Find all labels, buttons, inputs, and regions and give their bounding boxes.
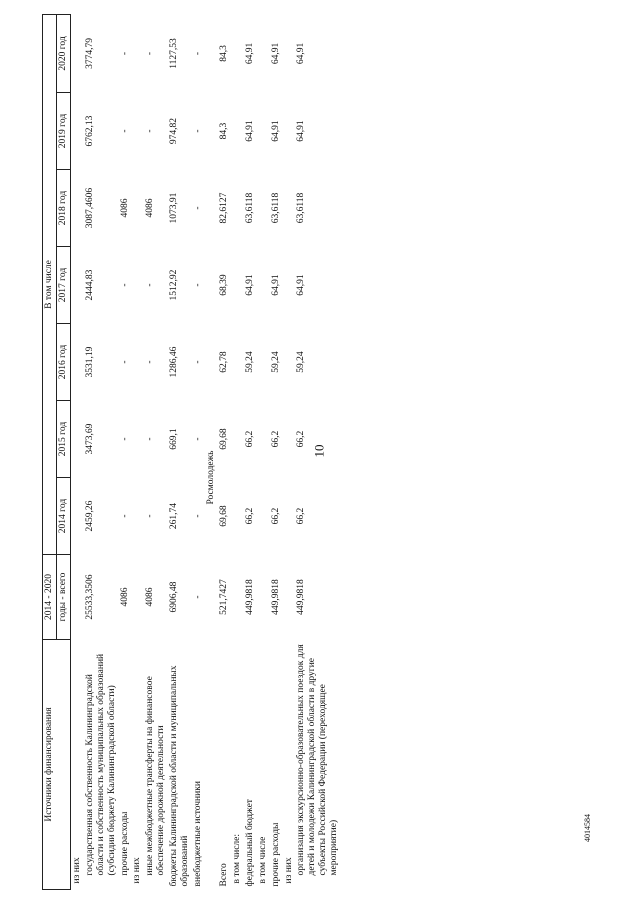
table-row <box>84 14 119 889</box>
table-row <box>144 14 168 889</box>
header-year: 2016 год <box>56 324 70 401</box>
row-label: прочие расходы <box>270 822 281 887</box>
cell-value: 64,91 <box>270 120 281 142</box>
cell-value <box>231 247 244 324</box>
section-header <box>205 14 218 889</box>
table-row <box>257 14 270 889</box>
cell-value <box>283 93 296 170</box>
cell-value <box>131 401 144 478</box>
cell-value: 66,2 <box>244 507 255 525</box>
cell-value <box>131 555 144 640</box>
cell-value <box>231 14 244 92</box>
cell-value <box>131 324 144 401</box>
cell-value <box>131 14 144 92</box>
cell-value <box>70 401 83 478</box>
row-label: внебюджетные источники <box>193 781 204 887</box>
cell-value <box>283 555 296 640</box>
table-row <box>231 14 244 889</box>
header-year: 2020 год <box>56 14 70 92</box>
cell-value: 84,3 <box>218 122 229 140</box>
cell-value: - <box>119 437 130 441</box>
table-body-lower <box>218 14 341 889</box>
cell-value: 68,39 <box>218 274 229 296</box>
cell-value: 66,2 <box>244 430 255 448</box>
cell-value: - <box>145 283 156 287</box>
cell-value: 64,91 <box>270 274 281 296</box>
cell-value: 66,2 <box>270 507 281 525</box>
cell-value: 1512,92 <box>169 269 180 301</box>
cell-value <box>70 14 83 92</box>
cell-value <box>70 170 83 247</box>
cell-value: - <box>119 283 130 287</box>
cell-value <box>283 170 296 247</box>
cell-value: 59,24 <box>244 351 255 373</box>
header-year: 2018 год <box>56 170 70 247</box>
cell-value: 64,91 <box>244 120 255 142</box>
row-label: из них <box>283 857 294 884</box>
cell-value: - <box>193 437 204 441</box>
row-label: из них <box>132 857 143 884</box>
cell-value: 6906,48 <box>169 581 180 613</box>
cell-value: - <box>119 51 130 56</box>
table-row <box>131 14 144 889</box>
cell-value: 4086 <box>145 587 156 607</box>
cell-value: - <box>145 51 156 56</box>
cell-value: - <box>145 437 156 441</box>
cell-value: - <box>119 360 130 364</box>
cell-value: - <box>193 595 204 599</box>
cell-value: 59,24 <box>296 351 307 373</box>
row-label: федеральный бюджет <box>244 799 255 887</box>
cell-value: 1073,91 <box>169 192 180 224</box>
row-label: из них <box>71 857 82 884</box>
cell-value <box>70 247 83 324</box>
cell-value <box>257 93 270 170</box>
cell-value: 6762,13 <box>84 115 95 147</box>
cell-value: 59,24 <box>270 351 281 373</box>
cell-value: 449,9818 <box>244 579 255 615</box>
table-row <box>295 14 341 889</box>
cell-value: 1286,46 <box>169 346 180 378</box>
section-title: Росмолодежь <box>205 450 216 505</box>
cell-value <box>257 478 270 555</box>
header-total-bottom: годы - всего <box>56 555 70 640</box>
cell-value <box>70 478 83 555</box>
cell-value <box>70 93 83 170</box>
cell-value: 449,9818 <box>270 579 281 615</box>
cell-value: 1127,53 <box>169 38 180 69</box>
cell-value <box>70 555 83 640</box>
cell-value: - <box>193 514 204 518</box>
cell-value: 66,2 <box>296 507 307 525</box>
cell-value <box>70 324 83 401</box>
cell-value: 449,9818 <box>296 579 307 615</box>
cell-value <box>131 478 144 555</box>
page-number: 10 <box>311 444 327 458</box>
cell-value: 64,91 <box>296 120 307 142</box>
cell-value: 64,91 <box>244 274 255 296</box>
row-label: в том числе: <box>231 833 242 884</box>
cell-value <box>257 247 270 324</box>
row-label: иные межбюджетные трансферты на финансовое обеспечение дорожной деятельности <box>145 676 167 876</box>
header-year: 2015 год <box>56 401 70 478</box>
cell-value <box>231 93 244 170</box>
row-label: организация экскурсионно-образовательных поездок для детей и молодежи Калининградской области в другие субъекты Российской Федерации (переходящее мероприятие) <box>296 644 340 876</box>
cell-value: - <box>145 129 156 133</box>
cell-value: 3531,19 <box>84 346 95 378</box>
cell-value: 64,91 <box>296 42 307 65</box>
cell-value: 69,68 <box>218 428 229 450</box>
cell-value <box>231 478 244 555</box>
cell-value: 66,2 <box>296 430 307 448</box>
cell-value <box>257 170 270 247</box>
financing-table <box>42 14 341 890</box>
cell-value <box>257 14 270 92</box>
cell-value: - <box>119 129 130 133</box>
table-row <box>218 14 231 889</box>
cell-value: - <box>193 206 204 210</box>
cell-value: 64,91 <box>296 274 307 296</box>
cell-value: 2459,26 <box>84 500 95 532</box>
cell-value <box>231 555 244 640</box>
table-row <box>119 14 132 889</box>
cell-value <box>283 478 296 555</box>
cell-value <box>231 170 244 247</box>
table-body-upper <box>70 14 205 889</box>
cell-value: 82,6127 <box>218 192 229 224</box>
row-label: государственная собственность Калининградской области и собственность муниципальных образований (субсидии бюджету Калининградской области) <box>84 653 117 876</box>
footer-code: 4014584 <box>583 814 592 842</box>
cell-value: 69,68 <box>218 505 229 527</box>
cell-value <box>257 324 270 401</box>
cell-value: 261,74 <box>169 502 180 530</box>
cell-value <box>283 247 296 324</box>
cell-value: 3087,4606 <box>84 187 95 229</box>
cell-value <box>257 555 270 640</box>
cell-value: 3473,69 <box>84 423 95 455</box>
cell-value <box>283 401 296 478</box>
header-group: В том числе <box>43 14 57 554</box>
cell-value: - <box>193 129 204 133</box>
header-year: 2014 год <box>56 478 70 555</box>
cell-value: 84,3 <box>218 45 229 62</box>
cell-value: 974,82 <box>169 117 180 145</box>
cell-value: 521,7427 <box>218 579 229 615</box>
cell-value: 25533,3506 <box>84 574 95 620</box>
cell-value <box>131 247 144 324</box>
table-row <box>192 14 205 889</box>
cell-value: 63,6118 <box>270 192 281 224</box>
cell-value: 62,78 <box>218 351 229 373</box>
table-row <box>270 14 283 889</box>
cell-value: 4086 <box>119 587 130 607</box>
cell-value: - <box>145 514 156 518</box>
cell-value <box>231 324 244 401</box>
cell-value: 63,6118 <box>244 192 255 224</box>
cell-value <box>131 170 144 247</box>
cell-value: 4086 <box>145 198 156 218</box>
row-label: в том числе <box>257 836 268 884</box>
cell-value: 66,2 <box>270 430 281 448</box>
cell-value: - <box>193 51 204 56</box>
cell-value: 669,1 <box>169 428 180 450</box>
cell-value <box>231 401 244 478</box>
row-label: бюджеты Калининградской области и муниципальных образований <box>169 665 191 887</box>
row-label: Всего <box>218 863 229 887</box>
table-row <box>168 14 192 889</box>
cell-value <box>283 324 296 401</box>
cell-value <box>257 401 270 478</box>
cell-value: - <box>145 360 156 364</box>
cell-value <box>283 14 296 92</box>
cell-value: 63,6118 <box>296 192 307 224</box>
cell-value: 4086 <box>119 198 130 218</box>
table-row <box>283 14 296 889</box>
header-year: 2017 год <box>56 247 70 324</box>
rotated-page <box>42 15 637 890</box>
cell-value: - <box>193 283 204 287</box>
cell-value: 64,91 <box>244 42 255 65</box>
cell-value: 3774,79 <box>84 38 95 69</box>
table-row <box>70 14 83 889</box>
header-year: 2019 год <box>56 93 70 170</box>
cell-value: - <box>119 514 130 518</box>
table-row <box>244 14 257 889</box>
cell-value: 2444,83 <box>84 269 95 301</box>
row-label: прочие расходы <box>119 811 130 876</box>
header-source: Источники финансирования <box>43 640 71 890</box>
cell-value: - <box>193 360 204 364</box>
cell-value <box>131 93 144 170</box>
header-total-top: 2014 - 2020 <box>43 555 57 640</box>
cell-value: 64,91 <box>270 42 281 65</box>
